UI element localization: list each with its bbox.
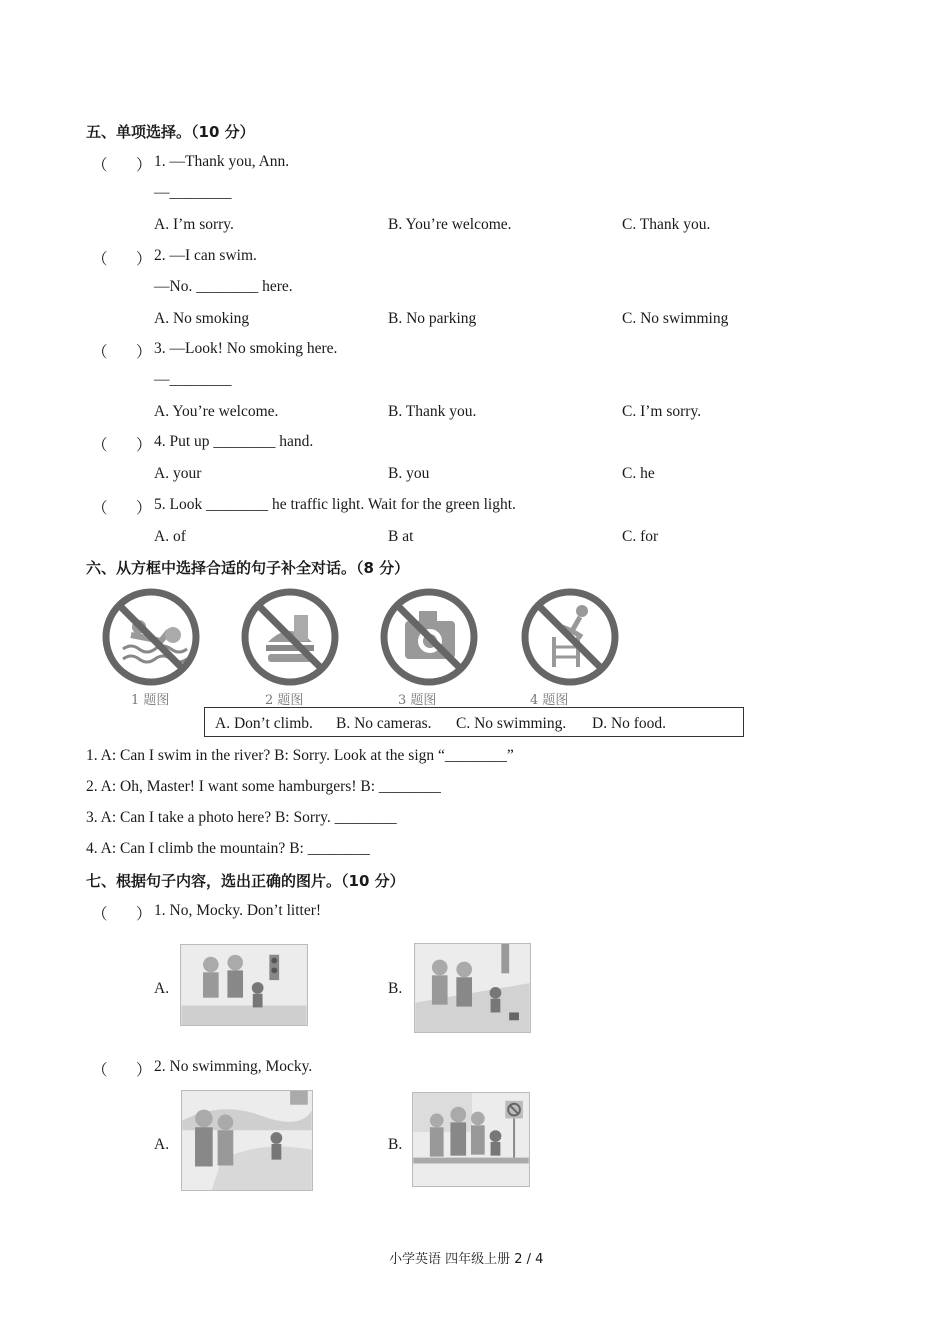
question-stem: 3. —Look! No smoking here. xyxy=(154,340,338,357)
option-c: C. Thank you. xyxy=(622,216,711,233)
sign-caption: 1 题图 xyxy=(131,693,170,708)
question-stem: 2. No swimming, Mocky. xyxy=(154,1058,313,1075)
option-b-label: B. xyxy=(388,1136,403,1153)
option-a-label: A. xyxy=(154,980,170,997)
dialog-line: 3. A: Can I take a photo here? B: Sorry. ________ xyxy=(86,809,397,826)
no-climbing-sign-icon xyxy=(520,587,620,687)
page-footer: 小学英语 四年级上册 2 / 4 xyxy=(389,1252,544,1267)
option-a-label: A. xyxy=(154,1136,170,1153)
option-a: A. Don’t climb. xyxy=(215,715,313,732)
illustration-children-no-swimming-sign[interactable] xyxy=(412,1092,530,1187)
question-line: —________ xyxy=(154,371,232,388)
question-stem: 1. —Thank you, Ann. xyxy=(154,153,290,170)
section-7-heading: 七、根据句子内容，选出正确的图片。（10 分） xyxy=(86,872,405,890)
option-a: A. I’m sorry. xyxy=(154,216,234,233)
dialog-line: 1. A: Can I swim in the river? B: Sorry. Look at the sign “________” xyxy=(86,747,514,764)
illustration-children-traffic-light[interactable] xyxy=(180,944,308,1026)
option-b: B at xyxy=(388,528,414,545)
no-food-sign-icon xyxy=(240,587,340,687)
option-b: B. you xyxy=(388,465,430,482)
option-b: B. No parking xyxy=(388,310,477,327)
option-c: C. No swimming. xyxy=(456,715,567,732)
option-c: C. for xyxy=(622,528,659,545)
option-d: D. No food. xyxy=(592,715,667,732)
option-b: B. You’re welcome. xyxy=(388,216,512,233)
question-stem: 2. —I can swim. xyxy=(154,247,257,264)
section-5-heading: 五、单项选择。（10 分） xyxy=(86,123,255,141)
illustration-children-litter[interactable] xyxy=(414,943,531,1033)
option-c: C. I’m sorry. xyxy=(622,403,702,420)
no-cameras-sign-icon xyxy=(379,587,479,687)
dialog-line: 2. A: Oh, Master! I want some hamburgers! B: ________ xyxy=(86,778,441,795)
option-c: C. No swimming xyxy=(622,310,729,327)
dialog-line: 4. A: Can I climb the mountain? B: ________ xyxy=(86,840,370,857)
option-a: A. You’re welcome. xyxy=(154,403,279,420)
question-line: —No. ________ here. xyxy=(154,278,293,295)
option-b: B. Thank you. xyxy=(388,403,477,420)
option-a: A. No smoking xyxy=(154,310,250,327)
question-line: —________ xyxy=(154,184,232,201)
option-c: C. he xyxy=(622,465,655,482)
option-a: A. of xyxy=(154,528,186,545)
sign-caption: 2 题图 xyxy=(265,693,304,708)
question-stem: 5. Look ________ he traffic light. Wait for the green light. xyxy=(154,496,516,513)
question-stem: 1. No, Mocky. Don’t litter! xyxy=(154,902,322,919)
sign-caption: 3 题图 xyxy=(398,693,437,708)
illustration-children-river[interactable] xyxy=(181,1090,313,1191)
section-6-heading: 六、从方框中选择合适的句子补全对话。（8 分） xyxy=(86,559,410,577)
no-swimming-sign-icon xyxy=(101,587,201,687)
options-box xyxy=(204,707,744,737)
sign-caption: 4 题图 xyxy=(530,693,569,708)
question-stem: 4. Put up ________ hand. xyxy=(154,433,314,450)
option-a: A. your xyxy=(154,465,202,482)
option-b-label: B. xyxy=(388,980,403,997)
option-b: B. No cameras. xyxy=(336,715,432,732)
